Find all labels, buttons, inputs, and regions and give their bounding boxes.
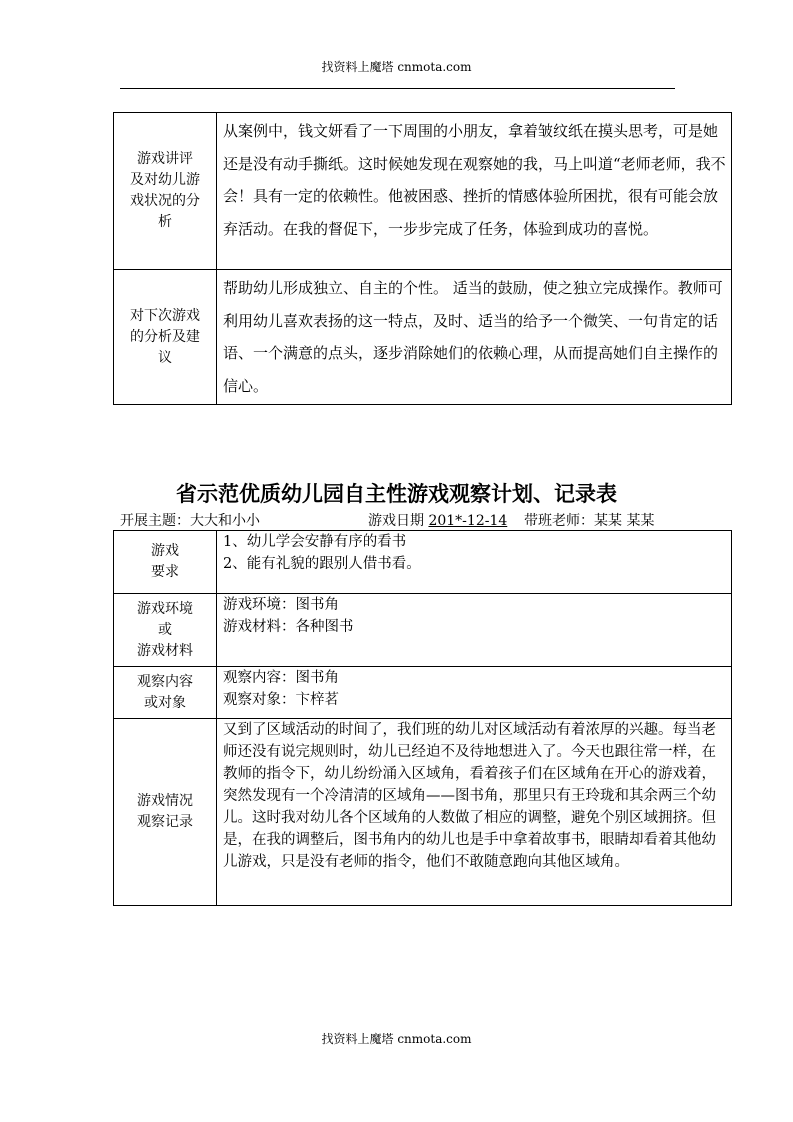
date-label: 游戏日期 <box>368 513 429 529</box>
evaluation-content: 从案例中，钱文妍看了一下周围的小朋友，拿着皱纹纸在摸头思考，可是她还是没有动手撕纸。这时候她发现在观察她的我，马上叫道“老师老师，我不会！具有一定的依赖性。他被困惑、挫折的情感体验所困扰，很有可能会放弃活动。在我的督促下，一步步完成了任务，体验到成功的喜悦。 <box>217 113 732 270</box>
page-title: 省示范优质幼儿园自主性游戏观察计划、记录表 <box>176 482 617 506</box>
teacher-label: 带班老师： <box>524 513 594 529</box>
row-label-record: 游戏情况 观察记录 <box>114 719 217 906</box>
requirements-content: 1、幼儿学会安静有序的看书 2、能有礼貌的跟别人借书看。 <box>217 531 732 594</box>
teacher-field <box>524 510 654 530</box>
date-field <box>368 510 507 530</box>
table-row <box>114 113 732 270</box>
table-row <box>114 531 732 594</box>
theme-value: 大大和小小 <box>190 513 260 529</box>
date-value: 201*-12-14 <box>428 513 508 529</box>
observation-table <box>113 530 732 906</box>
theme-label: 开展主题： <box>120 513 190 529</box>
teacher-value: 某某 某某 <box>594 513 655 529</box>
row-label-evaluation: 游戏讲评 及对幼儿游 戏状况的分 析 <box>114 113 217 270</box>
table-row <box>114 667 732 719</box>
theme-field <box>120 510 260 530</box>
table-row <box>114 719 732 906</box>
page-footer: 找资料上魔塔 cnmota.com <box>321 1032 472 1046</box>
row-label-requirements: 游戏 要求 <box>114 531 217 594</box>
evaluation-table <box>113 112 732 405</box>
table-row <box>114 594 732 667</box>
row-label-environment: 游戏环境 或 游戏材料 <box>114 594 217 667</box>
record-content: 又到了区域活动的时间了，我们班的幼儿对区域活动有着浓厚的兴趣。每当老师还没有说完规则时，幼儿已经迫不及待地想进入了。今天也跟往常一样，在教师的指令下，幼儿纷纷涌入区域角，看着孩子们在区域角在开心的游戏着，突然发现有一个冷清清的区域角——图书角，那里只有王玲珑和其余两三个幼儿。这时我对幼儿各个区域角的人数做了相应的调整，避免个别区域拥挤。但是，在我的调整后，图书角内的幼儿也是手中拿着故事书，眼睛却看着其他幼儿游戏，只是没有老师的指令，他们不敢随意跑向其他区域角。 <box>217 719 732 906</box>
observation-target-content: 观察内容：图书角 观察对象：卞梓茗 <box>217 667 732 719</box>
page-header: 找资料上魔塔 cnmota.com <box>321 60 472 74</box>
environment-content: 游戏环境：图书角 游戏材料：各种图书 <box>217 594 732 667</box>
suggestion-content: 帮助幼儿形成独立、自主的个性。 适当的鼓励，使之独立完成操作。教师可利用幼儿喜欢表扬的这一特点，及时、适当的给予一个微笑、一句肯定的话语、一个满意的点头，逐步消除她们的依赖心理，从而提高她们自主操作的信心。 <box>217 270 732 405</box>
header-divider <box>120 88 675 89</box>
row-label-suggestion: 对下次游戏 的分析及建 议 <box>114 270 217 405</box>
table-row <box>114 270 732 405</box>
row-label-observation-target: 观察内容 或对象 <box>114 667 217 719</box>
